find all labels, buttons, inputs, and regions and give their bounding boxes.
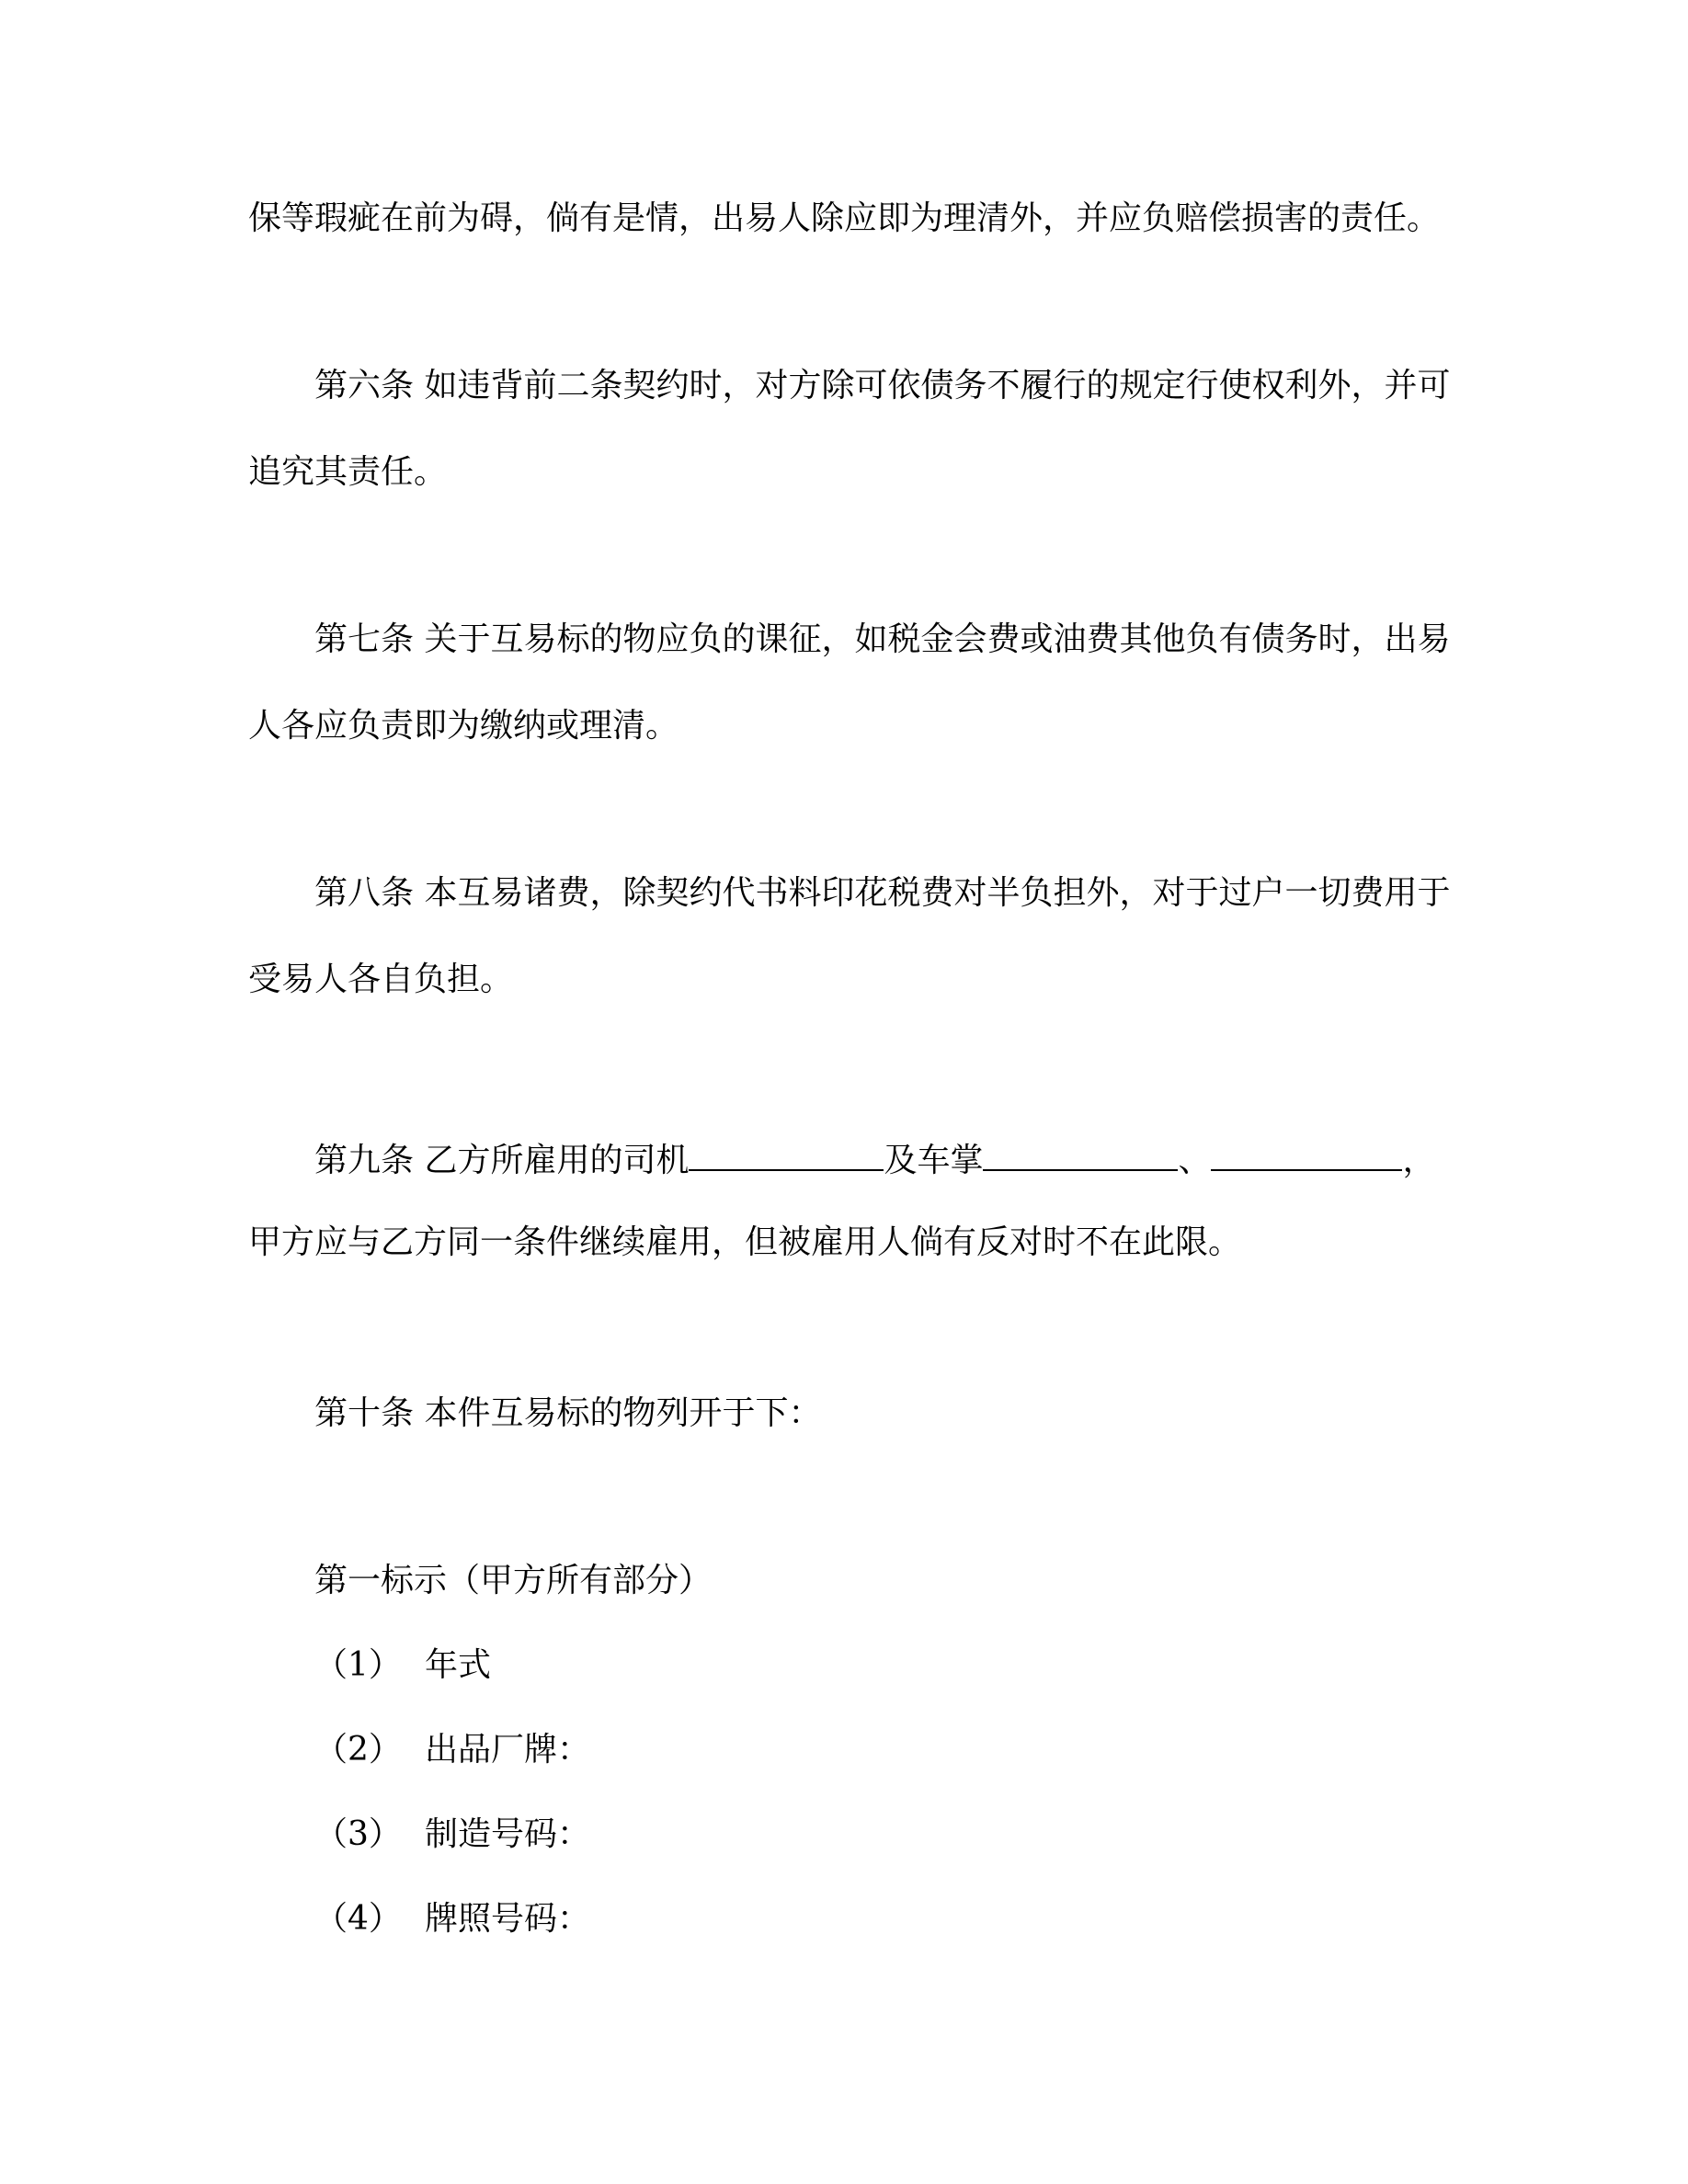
- article-8-line-2: 受易人各自负担。: [248, 961, 514, 998]
- item-number: （4）: [314, 1900, 402, 1938]
- conductor-blank-1: [983, 1138, 1178, 1171]
- article-9-line-2: 甲方应与乙方同一条件继续雇用，但被雇用人倘有反对时不在此限。: [248, 1223, 1242, 1261]
- article-8-line-1: 第八条 本互易诸费，除契约代书料印花税费对半负担外，对于过户一切费用于: [314, 874, 1451, 912]
- item-label: 制造号码：: [425, 1815, 591, 1853]
- item-label: 年式: [425, 1646, 492, 1684]
- article-9-text-c: 、: [1178, 1142, 1212, 1179]
- item-number: （2）: [314, 1731, 402, 1769]
- driver-blank: [689, 1138, 884, 1171]
- conductor-blank-2: [1211, 1138, 1402, 1171]
- paragraph-line: 保等瑕疵在前为碍，倘有是情，出易人除应即为理清外，并应负赔偿损害的责任。: [248, 199, 1441, 237]
- list-item: [314, 1813, 590, 1857]
- list-item: [314, 1897, 590, 1941]
- article-7-line-2: 人各应负责即为缴纳或理清。: [248, 707, 679, 745]
- article-9-text-b: 及车掌: [884, 1142, 984, 1179]
- article-6-line-1: 第六条 如违背前二条契约时，对方除可依债务不履行的规定行使权利外，并可: [314, 367, 1451, 404]
- list-item: [314, 1644, 491, 1688]
- section-title: 第一标示（甲方所有部分）: [314, 1562, 713, 1599]
- item-number: （1）: [314, 1646, 402, 1684]
- list-item: [314, 1728, 590, 1772]
- article-9-text-a: 第九条 乙方所雇用的司机: [314, 1142, 690, 1179]
- article-9-line-1: [314, 1138, 1436, 1183]
- item-label: 牌照号码：: [425, 1900, 591, 1938]
- article-10-line-1: 第十条 本件互易标的物列开于下：: [314, 1394, 822, 1432]
- article-7-line-1: 第七条 关于互易标的物应负的课征，如税金会费或油费其他负有债务时，出易: [314, 620, 1451, 658]
- article-9-text-d: ，: [1402, 1142, 1436, 1179]
- item-label: 出品厂牌：: [425, 1731, 591, 1769]
- article-6-line-2: 追究其责任。: [248, 453, 448, 491]
- item-number: （3）: [314, 1815, 402, 1853]
